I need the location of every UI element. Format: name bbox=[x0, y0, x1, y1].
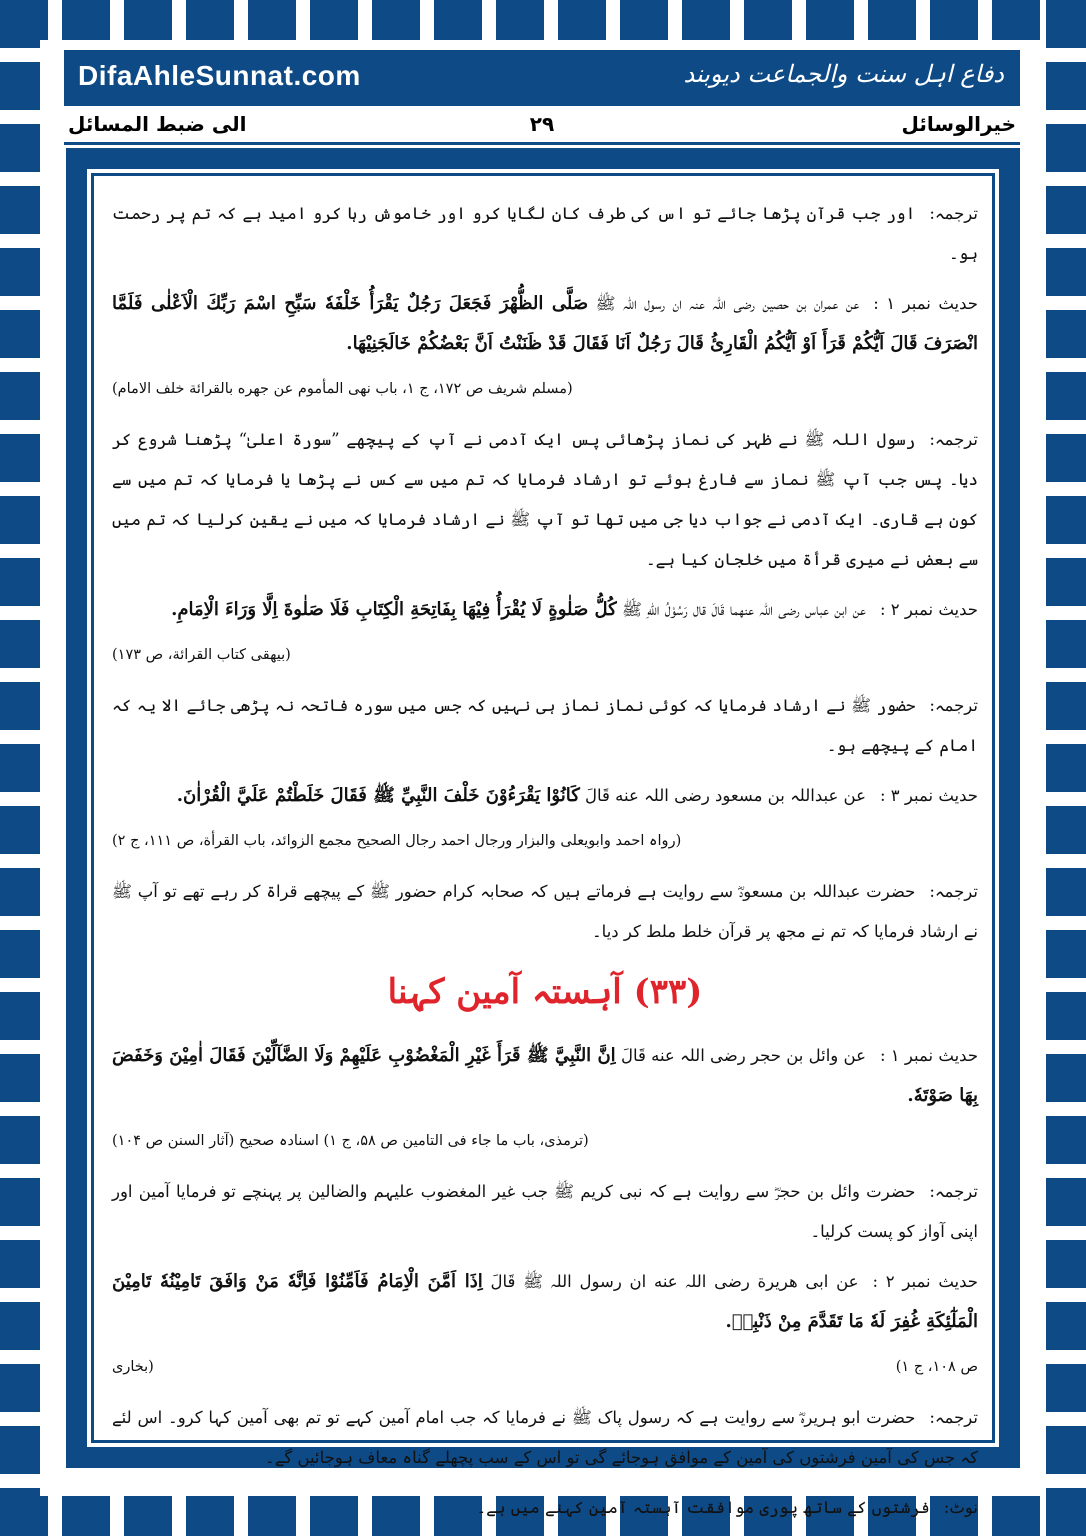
hadith-label: حدیث نمبر ۱ : bbox=[873, 294, 978, 313]
reference: (رواہ احمد وابویعلی والبزار ورجال احمد رجال الصحیح مجمع الزوائد، باب القرأة، ص ۱۱۱، ج ۲) bbox=[112, 833, 682, 849]
translation-paragraph bbox=[112, 194, 978, 274]
frame-right-tiles bbox=[1046, 0, 1086, 1536]
translation-paragraph bbox=[112, 872, 978, 952]
logo-text: دفاع اہل سنت والجماعت دیوبند bbox=[683, 60, 1004, 88]
hadith-label: حدیث نمبر ۲ : bbox=[879, 600, 978, 619]
translation-label: ترجمہ: bbox=[929, 696, 978, 715]
hadith-3 bbox=[112, 776, 978, 816]
reference-page: ص ۱۰۸، ج ۱) bbox=[895, 1359, 978, 1375]
running-head-left: الی ضبط المسائل bbox=[68, 112, 247, 136]
hadith-narrator: عن ابن عباس رضی اللہ عنهما قَالَ قال رَسُوْلُ اللّٰهِ ﷺ bbox=[621, 600, 866, 619]
translation-label: ترجمہ: bbox=[929, 204, 978, 223]
hadith-narrator: عن وائل بن حجر رضی اللہ عنه قَالَ bbox=[620, 1046, 866, 1065]
reference-bukhari bbox=[112, 1352, 978, 1382]
site-banner bbox=[64, 50, 1020, 106]
hadith-arabic: اِذَا اَمَّنَ الْاِمَامُ فَاَمِّنُوْا فَاِنَّهٗ مَنْ وَافَقَ تَامِيْنُهٗ تَامِيْنَ الْمَلٰٓئِكَةِ غُفِرَ لَهٗ مَا تَقَدَّمَ مِنْ ذَنْبِهٖ. bbox=[112, 1271, 978, 1332]
translation-paragraph bbox=[112, 686, 978, 766]
translation-paragraph bbox=[112, 1398, 978, 1478]
translation-text: رسول اللہ ﷺ نے ظہر کی نماز پڑھائی پس ایک آدمی نے آپ کے پیچھے ”سورۃ اعلیٰ“ پڑھنا شروع کر دیا۔ پس جب آپ ﷺ نماز سے فارغ ہوئے تو ارشاد فرمایا کہ تم میں سے کس نے پڑھا یا فرمایا کہ تم میں سے کون ہے قاری۔ ایک آدمی نے جواب دیا جی میں تھا تو آپ ﷺ نے ارشاد فرمایا کہ میں نے یقین کرلیا کہ تم میں سے بعض نے میری قرأۃ میں خلجان کیا ہے۔ bbox=[112, 430, 978, 569]
hadith-2 bbox=[112, 590, 978, 630]
hadith-label: حدیث نمبر ۳ : bbox=[879, 786, 978, 805]
hadith-narrator: عن ابی هریرة رضی اللہ عنه ان رسول اللہ ﷺ قَالَ bbox=[490, 1272, 859, 1291]
reference: (بیهقی کتاب القرائة، ص ۱۷۳) bbox=[112, 647, 291, 663]
translation-label: ترجمہ: bbox=[929, 1408, 978, 1427]
hadith-arabic: صَلَّی الظُّهْرَ فَجَعَلَ رَجُلٌ يَقْرَأُ خَلْفَهٗ سَبِّحِ اسْمَ رَبِّكَ الْاَعْلٰى فَلَمَّا انْصَرَفَ قَالَ اَيُّكُمْ قَرَأَ اَوْ اَيُّكُمُ الْقَارِئُ قَالَ رَجُلٌ اَنَا فَقَالَ قَدْ ظَنَنْتُ اَنَّ بَعْضُكُمْ خَالَجَنِيْهَا. bbox=[112, 293, 978, 354]
translation-paragraph bbox=[112, 1172, 978, 1252]
reference: (ترمذی، باب ما جاء فی التامین ص ۵۸، ج ۱) اسنادہ صحیح (آثار السنن ص ۱۰۴) bbox=[112, 1133, 589, 1149]
reference-source: (بخاری bbox=[112, 1359, 154, 1375]
hadith-4 bbox=[112, 1036, 978, 1116]
hadith-1 bbox=[112, 284, 978, 364]
translation-text: حضرت وائل بن حجرؓ سے روایت ہے کہ نبی کریم ﷺ جب غیر المغضوب علیہم والضالین پر پہنچے تو فرمایا آمین اور اپنی آواز کو پست کرلیا۔ bbox=[112, 1182, 978, 1241]
section-heading: (۳۳) آہستہ آمین کہنا bbox=[387, 972, 703, 1012]
translation-text: حضرت ابو ہریرہؓ سے روایت ہے کہ رسول پاک ﷺ نے فرمایا کہ جب امام آمین کہے تو تم بھی آمین کہا کرو۔ اس لئے کہ جس کی آمین فرشتوں کی آمین کے موافق ہوجائے گی تو اس کے سب پچھلے گناہ معاف ہوجائیں گے۔ bbox=[112, 1408, 978, 1467]
frame-left-tiles bbox=[0, 0, 40, 1536]
content-text bbox=[112, 194, 978, 1538]
translation-text: اور جب قرآن پڑھا جائے تو اس کی طرف کان لگایا کرو اور خاموش رہا کرو امید ہے کہ تم پر رحمت ہو۔ bbox=[112, 204, 978, 263]
translation-label: ترجمہ: bbox=[929, 430, 978, 449]
hadith-arabic: كَانُوْا يَقْرَءُوْنَ خَلْفَ النَّبِيِّ ﷺ فَقَالَ خَلَطْتُمْ عَلَيَّ الْقُرْاٰنَ. bbox=[176, 785, 580, 806]
site-name[interactable]: DifaAhleSunnat.com bbox=[78, 60, 361, 91]
content-panel bbox=[86, 168, 1000, 1517]
content-border bbox=[66, 148, 1020, 1517]
hadith-label: حدیث نمبر ۲ : bbox=[872, 1272, 979, 1291]
note-text: فرشتوں کے ساتھ پوری موافقت آہستہ آمین کہنے میں ہے۔ bbox=[476, 1498, 930, 1517]
running-head bbox=[64, 108, 1020, 145]
hadith-label: حدیث نمبر ۱ : bbox=[879, 1046, 979, 1065]
hadith-arabic: اِنَّ النَّبِيَّ ﷺ قَرَأَ غَيْرِ الْمَغْضُوْبِ عَلَيْهِمْ وَلَا الضَّآلِّيْنَ فَقَالَ اٰمِيْنَ وَخَفَضَ بِهَا صَوْتَهٗ. bbox=[112, 1045, 978, 1106]
hadith-5 bbox=[112, 1262, 978, 1342]
translation-label: ترجمہ: bbox=[929, 882, 978, 901]
translation-text: حضور ﷺ نے ارشاد فرمایا کہ کوئی نماز نماز ہی نہیں کہ جس میں سورہ فاتحہ نہ پڑھی جائے الا یہ کہ امام کے پیچھے ہو۔ bbox=[112, 696, 978, 755]
content-inner-border bbox=[91, 173, 995, 1517]
note-paragraph bbox=[112, 1488, 978, 1528]
translation-paragraph bbox=[112, 420, 978, 580]
note-label: نوٹ: bbox=[943, 1498, 978, 1517]
translation-text: حضرت عبداللہ بن مسعودؓ سے روایت ہے فرماتے ہیں کہ صحابہ کرام حضور ﷺ کے پیچھے قراۃ کر رہے تھے تو آپ ﷺ نے ارشاد فرمایا کہ تم نے مجھ پر قرآن خلط ملط کر دیا۔ bbox=[112, 882, 978, 941]
hadith-narrator: عن عبداللہ بن مسعود رضی اللہ عنه قَالَ bbox=[585, 786, 866, 805]
translation-label: ترجمہ: bbox=[929, 1182, 978, 1201]
page-number: ۲۹ bbox=[529, 112, 555, 136]
reference: (مسلم شریف ص ۱۷۲، ج ۱، باب نهی المأموم عن جهره بالقرائة خلف الامام) bbox=[112, 381, 573, 397]
hadith-arabic: كُلُّ صَلٰوةٍ لَا يُقْرَأُ فِيْهَا بِفَاتِحَةِ الْكِتَابِ فَلَا صَلٰوةَ اِلَّا وَرَاءَ الْاِمَامِ. bbox=[171, 599, 617, 620]
running-head-right: خیرالوسائل bbox=[901, 112, 1016, 136]
hadith-narrator: عن عمران بن حصین رضی اللہ عنہ ان رسول اللہ ﷺ bbox=[595, 294, 860, 313]
